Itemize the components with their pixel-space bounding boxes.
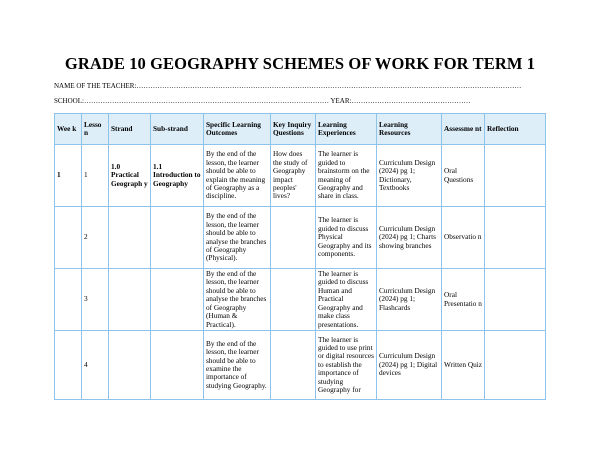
cell-assessment: Oral Questions bbox=[442, 145, 485, 207]
cell-substrand bbox=[151, 207, 204, 269]
cell-question bbox=[271, 331, 316, 400]
cell-resources: Curriculum Design (2024) pg 1; Charts showing branches bbox=[377, 207, 442, 269]
cell-lesson: 1 bbox=[82, 145, 109, 207]
cell-experience: The learner is guided to discuss Human and Practical Geography and make class presentations. bbox=[316, 269, 377, 331]
header-questions: Key Inquiry Questions bbox=[271, 114, 316, 145]
cell-outcome: By the end of the lesson, the learner should be able to explain the meaning of Geography as a discipline. bbox=[204, 145, 271, 207]
cell-strand bbox=[109, 331, 151, 400]
cell-question: How does the study of Geography impact peoples' lives? bbox=[271, 145, 316, 207]
cell-resources: Curriculum Design (2024) pg 1; Dictionary, Textbooks bbox=[377, 145, 442, 207]
header-assessment: Assessme nt bbox=[442, 114, 485, 145]
cell-outcome: By the end of the lesson, the learner should be able to examine the importance of studying Geography. bbox=[204, 331, 271, 400]
schemes-of-work-table bbox=[54, 113, 546, 400]
cell-reflection bbox=[485, 331, 546, 400]
cell-assessment: Observatio n bbox=[442, 207, 485, 269]
cell-reflection bbox=[485, 145, 546, 207]
cell-lesson: 4 bbox=[82, 331, 109, 400]
cell-experience: The learner is guided to brainstorm on the meaning of Geography and share in class. bbox=[316, 145, 377, 207]
teacher-name-line: NAME OF THE TEACHER:………………………………………………………………………………………………………………………………………………… bbox=[54, 82, 522, 90]
header-outcomes: Specific Learning Outcomes bbox=[204, 114, 271, 145]
cell-resources: Curriculum Design (2024) pg 1; Digital devices bbox=[377, 331, 442, 400]
cell-experience: The learner is guided to use print or digital resources to establish the importance of studying Geography for bbox=[316, 331, 377, 400]
cell-week bbox=[55, 269, 82, 331]
header-substrand: Sub-strand bbox=[151, 114, 204, 145]
header-resources: Learning Resources bbox=[377, 114, 442, 145]
cell-assessment: Oral Presentatio n bbox=[442, 269, 485, 331]
cell-reflection bbox=[485, 207, 546, 269]
cell-lesson: 2 bbox=[82, 207, 109, 269]
header-lesson: Lesso n bbox=[82, 114, 109, 145]
table-row bbox=[55, 145, 546, 207]
header-reflection: Reflection bbox=[485, 114, 546, 145]
cell-substrand bbox=[151, 269, 204, 331]
header-week: Wee k bbox=[55, 114, 82, 145]
document-title: GRADE 10 GEOGRAPHY SCHEMES OF WORK FOR TERM 1 bbox=[64, 54, 536, 73]
cell-assessment: Written Quiz bbox=[442, 331, 485, 400]
cell-substrand: 1.1 Introduction to Geography bbox=[151, 145, 204, 207]
header-experiences: Learning Experiences bbox=[316, 114, 377, 145]
cell-outcome: By the end of the lesson, the learner should be able to analyse the branches of Geography (Physical). bbox=[204, 207, 271, 269]
cell-experience: The learner is guided to discuss Physical Geography and its components. bbox=[316, 207, 377, 269]
table-header-row bbox=[55, 114, 546, 145]
cell-question bbox=[271, 269, 316, 331]
school-year-line: SCHOOL:…………………………………………………………………………………………… YEAR:…………………………………………… bbox=[54, 97, 471, 105]
cell-outcome: By the end of the lesson, the learner should be able to analyse the branches of Geography (Human & Practical). bbox=[204, 269, 271, 331]
table-row bbox=[55, 331, 546, 400]
cell-question bbox=[271, 207, 316, 269]
table-row bbox=[55, 207, 546, 269]
cell-week bbox=[55, 331, 82, 400]
cell-substrand bbox=[151, 331, 204, 400]
cell-resources: Curriculum Design (2024) pg 1; Flashcards bbox=[377, 269, 442, 331]
cell-reflection bbox=[485, 269, 546, 331]
cell-week: 1 bbox=[55, 145, 82, 207]
header-strand: Strand bbox=[109, 114, 151, 145]
cell-strand bbox=[109, 269, 151, 331]
cell-lesson: 3 bbox=[82, 269, 109, 331]
cell-week bbox=[55, 207, 82, 269]
cell-strand bbox=[109, 207, 151, 269]
table-row bbox=[55, 269, 546, 331]
cell-strand: 1.0 Practical Geograph y bbox=[109, 145, 151, 207]
